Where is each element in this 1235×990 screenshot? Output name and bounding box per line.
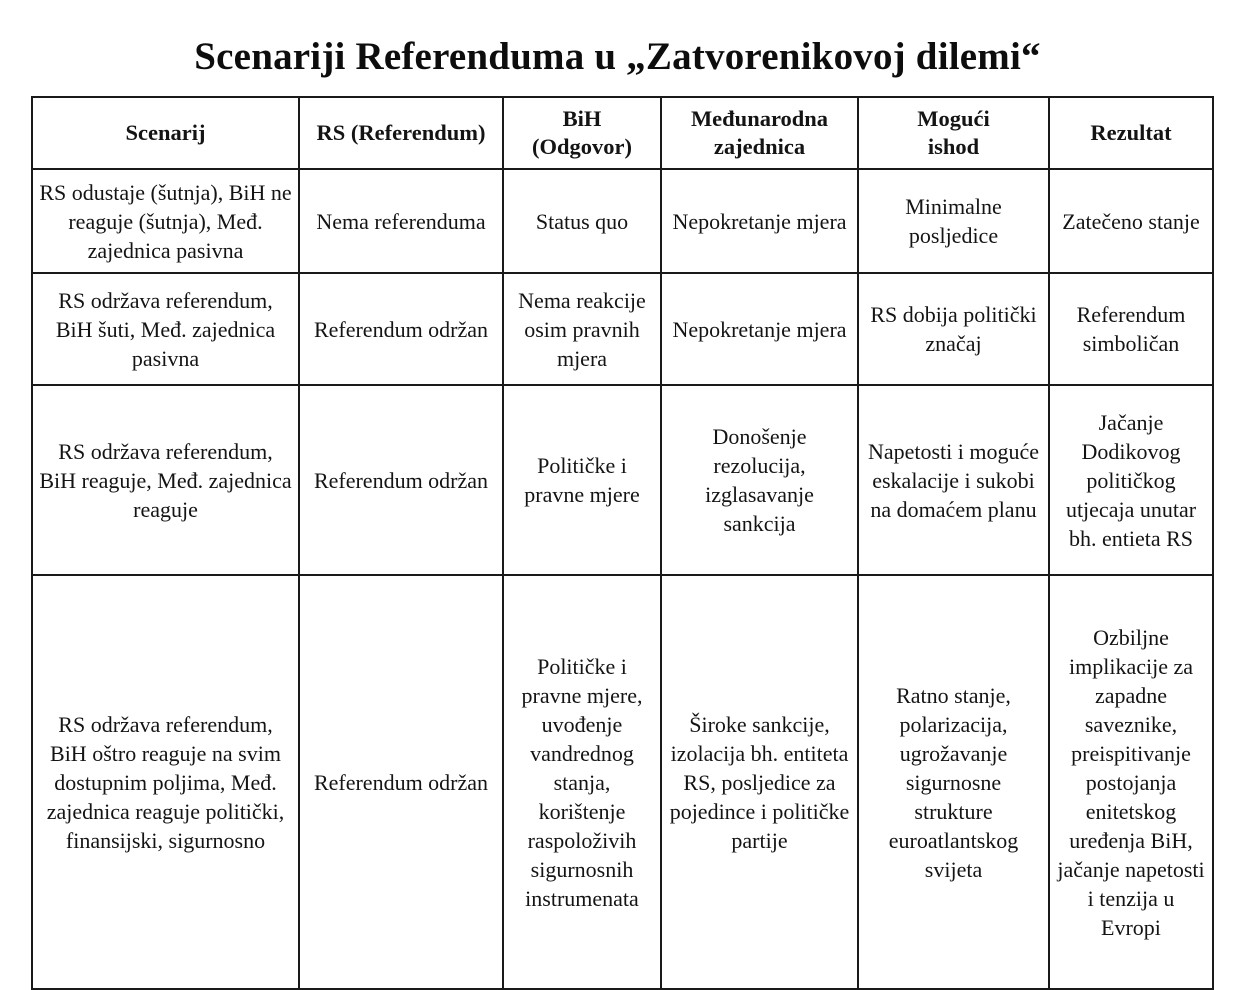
- column-header-medunarodna-zajednica: Međunarodna zajednica: [661, 97, 858, 169]
- table-header-row: [32, 97, 1213, 169]
- cell-moguci-ishod: RS dobija politički značaj: [858, 273, 1049, 385]
- page-title: Scenariji Referenduma u „Zatvorenikovoj dilemi“: [194, 35, 1041, 78]
- table-row: [32, 385, 1213, 575]
- column-header-rezultat: Rezultat: [1049, 97, 1213, 169]
- cell-bih-odgovor: Političke i pravne mjere: [503, 385, 661, 575]
- cell-medunarodna-zajednica: Nepokretanje mjera: [661, 273, 858, 385]
- cell-rezultat: Zatečeno stanje: [1049, 169, 1213, 273]
- cell-moguci-ishod: Napetosti i moguće eskalacije i sukobi na domaćem planu: [858, 385, 1049, 575]
- scenario-table: [31, 96, 1214, 990]
- cell-bih-odgovor: Nema reakcije osim pravnih mjera: [503, 273, 661, 385]
- cell-rs-referendum: Referendum održan: [299, 575, 503, 989]
- cell-rs-referendum: Referendum održan: [299, 273, 503, 385]
- cell-moguci-ishod: Ratno stanje, polarizacija, ugrožavanje sigurnosne strukture euroatlantskog svijeta: [858, 575, 1049, 989]
- table-row: [32, 273, 1213, 385]
- cell-medunarodna-zajednica: Donošenje rezolucija, izglasavanje sankcija: [661, 385, 858, 575]
- cell-scenarij: RS održava referendum, BiH oštro reaguje na svim dostupnim poljima, Međ. zajednica reaguje politički, finansijski, sigurnosno: [32, 575, 299, 989]
- cell-bih-odgovor: Političke i pravne mjere, uvođenje vandrednog stanja, korištenje raspoloživih sigurnosnih instrumenata: [503, 575, 661, 989]
- cell-rezultat: Ozbiljne implikacije za zapadne saveznike, preispitivanje postojanja enitetskog uređenja BiH, jačanje napetosti i tenzija u Evropi: [1049, 575, 1213, 989]
- cell-rs-referendum: Nema referenduma: [299, 169, 503, 273]
- cell-moguci-ishod: Minimalne posljedice: [858, 169, 1049, 273]
- column-header-bih-odgovor: BiH (Odgovor): [503, 97, 661, 169]
- cell-rezultat: Referendum simboličan: [1049, 273, 1213, 385]
- table-row: [32, 575, 1213, 989]
- cell-rs-referendum: Referendum održan: [299, 385, 503, 575]
- cell-scenarij: RS održava referendum, BiH reaguje, Međ. zajednica reaguje: [32, 385, 299, 575]
- column-header-rs-referendum: RS (Referendum): [299, 97, 503, 169]
- table-row: [32, 169, 1213, 273]
- column-header-moguci-ishod: Mogući ishod: [858, 97, 1049, 169]
- cell-bih-odgovor: Status quo: [503, 169, 661, 273]
- cell-medunarodna-zajednica: Nepokretanje mjera: [661, 169, 858, 273]
- cell-rezultat: Jačanje Dodikovog političkog utjecaja unutar bh. entieta RS: [1049, 385, 1213, 575]
- column-header-scenarij: Scenarij: [32, 97, 299, 169]
- cell-scenarij: RS odustaje (šutnja), BiH ne reaguje (šutnja), Međ. zajednica pasivna: [32, 169, 299, 273]
- cell-scenarij: RS održava referendum, BiH šuti, Međ. zajednica pasivna: [32, 273, 299, 385]
- cell-medunarodna-zajednica: Široke sankcije, izolacija bh. entiteta RS, posljedice za pojedince i političke partije: [661, 575, 858, 989]
